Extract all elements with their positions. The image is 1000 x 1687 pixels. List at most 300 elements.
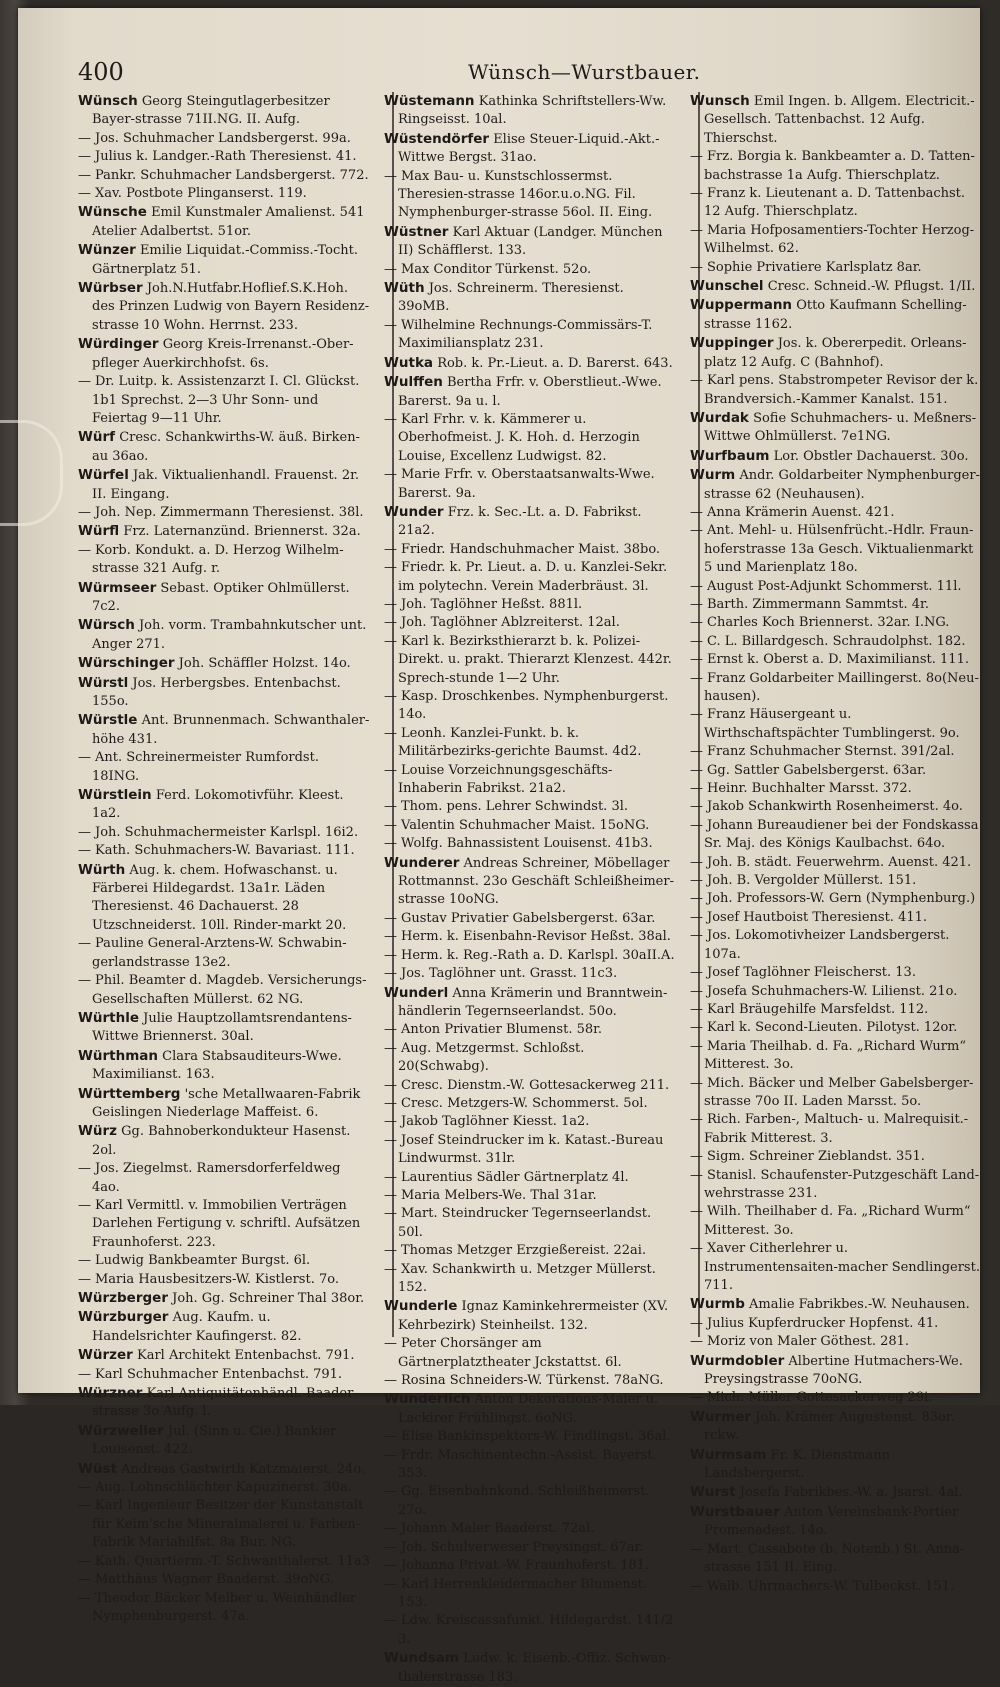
entry-text: Andreas Schreiner, Möbellager Rottmannst. 23o Geschäft Schleißheimer-strasse 10oNG. bbox=[398, 855, 674, 908]
repeat-dash: — bbox=[690, 1149, 703, 1165]
directory-entry bbox=[78, 1590, 370, 1627]
entry-surname: Würfl bbox=[78, 523, 120, 540]
directory-entry bbox=[690, 1503, 982, 1541]
entry-surname: Wuppermann bbox=[690, 297, 793, 314]
repeat-dash: — bbox=[690, 799, 703, 815]
repeat-dash: — bbox=[384, 762, 397, 778]
entry-text: Karl k. Second-Lieuten. Pilotyst. 12or. bbox=[707, 1020, 958, 1036]
entry-text: Ludw. k. Eisenb.-Offiz. Schwan-thalerstrasse 183. bbox=[398, 1651, 672, 1685]
directory-entry bbox=[384, 559, 676, 596]
entry-surname: Wuppinger bbox=[690, 335, 774, 352]
repeat-dash: — bbox=[690, 578, 703, 594]
entry-text: Rob. k. Pr.-Lieut. a. D. Barerst. 643. bbox=[437, 355, 673, 371]
directory-entry bbox=[384, 1095, 676, 1113]
directory-entry bbox=[690, 1315, 982, 1333]
directory-entry bbox=[78, 1271, 370, 1289]
entry-text: Elise Bankinspektors-W. Findlingst. 36al. bbox=[401, 1429, 671, 1445]
directory-entry bbox=[78, 1366, 370, 1384]
entry-surname: Wüstemann bbox=[384, 93, 475, 109]
repeat-dash: — bbox=[78, 1498, 91, 1514]
directory-entry bbox=[690, 1389, 982, 1407]
entry-text: Ldw. Kreiscassafunkt. Hildegardst. 141/2 3. bbox=[398, 1613, 674, 1647]
entry-text: Kath. Schuhmachers-W. Bavariast. 111. bbox=[95, 843, 355, 859]
repeat-dash: — bbox=[690, 149, 703, 165]
entry-surname: Wurmb bbox=[690, 1296, 745, 1313]
entry-text: Jakob Schankwirth Rosenheimerst. 4o. bbox=[707, 799, 963, 815]
entry-text: Johann Bureaudiener bei der Fondskassa Sr. Maj. des Königs Kaulbachst. 64o. bbox=[704, 817, 979, 852]
directory-entry bbox=[690, 504, 982, 522]
entry-text: Jos. Taglöhner unt. Grasst. 11c3. bbox=[401, 966, 618, 982]
repeat-dash: — bbox=[690, 781, 703, 797]
repeat-dash: — bbox=[384, 633, 397, 649]
entry-text: C. L. Billardgesch. Schraudolphst. 182. bbox=[707, 633, 966, 649]
entry-text: Walb. Uhrmachers-W. Tulbeckst. 151. bbox=[707, 1578, 955, 1594]
entry-text: Ferd. Lokomotivführ. Kleest. 1a2. bbox=[92, 788, 344, 822]
entry-text: Karl Bräugehilfe Marsfeldst. 112. bbox=[707, 1001, 929, 1017]
directory-entry bbox=[384, 92, 676, 130]
entry-text: Jos. k. Obererpedit. Orleans-platz 12 Aufg. C (Bahnhof). bbox=[704, 336, 967, 370]
entry-text: Louise Vorzeichnungsgeschäfts-Inhaberin Fabrikst. 21a2. bbox=[398, 762, 613, 797]
directory-entry bbox=[78, 711, 370, 749]
entry-text: Xav. Postbote Plinganserst. 119. bbox=[95, 186, 307, 202]
directory-entry bbox=[384, 1187, 676, 1205]
entry-text: Lor. Obstler Dachauerst. 30o. bbox=[773, 448, 969, 464]
directory-entry bbox=[690, 854, 982, 872]
repeat-dash: — bbox=[384, 910, 397, 926]
directory-entry bbox=[384, 1205, 676, 1242]
entry-text: Pankr. Schuhmacher Landsbergerst. 772. bbox=[95, 167, 369, 183]
entry-text: Emil Kunstmaler Amalienst. 541 Atelier Adalbertst. 51or. bbox=[92, 205, 365, 239]
entry-surname: Würbser bbox=[78, 280, 143, 297]
entry-text: Friedr. Handschuhmacher Maist. 38bo. bbox=[401, 541, 661, 557]
entry-text: Maria Hofposamentiers-Tochter Herzog-Wilhelmst. 62. bbox=[704, 222, 975, 257]
repeat-dash: — bbox=[78, 186, 91, 202]
binding-strap bbox=[0, 420, 63, 526]
directory-entry bbox=[690, 872, 982, 890]
directory-entry bbox=[78, 1497, 370, 1552]
repeat-dash: — bbox=[384, 615, 397, 631]
entry-surname: Würstl bbox=[78, 674, 129, 691]
entry-surname: Wüth bbox=[384, 280, 425, 297]
directory-entry bbox=[384, 1372, 676, 1390]
entry-text: Dr. Luitp. k. Assistenzarzt I. Cl. Glückst. 1b1 Sprechst. 2—3 Uhr Sonn- und Feiertag 9—11 Uhr. bbox=[92, 374, 360, 426]
repeat-dash: — bbox=[690, 670, 703, 686]
directory-entry bbox=[78, 92, 370, 130]
repeat-dash: — bbox=[384, 467, 397, 483]
directory-entry bbox=[78, 428, 370, 466]
directory-entry bbox=[384, 1576, 676, 1613]
entry-text: Joh. Schuhmachermeister Karlspl. 16i2. bbox=[95, 824, 359, 840]
repeat-dash: — bbox=[690, 1075, 703, 1091]
entry-text: Josefa Schuhmachers-W. Lilienst. 21o. bbox=[707, 983, 958, 999]
repeat-dash: — bbox=[384, 560, 397, 576]
entry-text: Julie Hauptzollamtsrendantens-Wittwe Briennerst. 30al. bbox=[92, 1010, 352, 1045]
entry-text: Karl Vermittl. v. Immobilien Verträgen Darlehen Fertigung v. schriftl. Aufsätzen Fraunhoferst. 223. bbox=[92, 1197, 361, 1250]
entry-text: Theodor Bäcker Melber u. Weinhändler Nymphenburgerst. 47a. bbox=[92, 1590, 357, 1624]
repeat-dash: — bbox=[690, 1038, 703, 1054]
entry-text: Joh.N.Hutfabr.Hoflief.S.K.Hoh. des Prinzen Ludwig von Bayern Residenz-strasse 10 Wohn. Herrnst. 233. bbox=[92, 281, 370, 333]
directory-entry bbox=[384, 928, 676, 946]
repeat-dash: — bbox=[384, 1484, 397, 1500]
directory-entry bbox=[384, 503, 676, 541]
directory-entry bbox=[690, 578, 982, 596]
column-1 bbox=[78, 92, 370, 1624]
repeat-dash: — bbox=[690, 633, 703, 649]
repeat-dash: — bbox=[384, 929, 397, 945]
entry-text: Amalie Fabrikbes.-W. Neuhausen. bbox=[749, 1297, 970, 1313]
repeat-dash: — bbox=[384, 168, 397, 184]
repeat-dash: — bbox=[690, 1020, 703, 1036]
entry-text: Aug. k. chem. Hofwaschanst. u. Färberei Hildegardst. 13a1r. Läden Theresienst. 46 Dachauerst. 28 Utzschneiderst. 10ll. Rinder-markt 20. bbox=[92, 862, 347, 933]
entry-surname: Wunderer bbox=[384, 854, 460, 871]
entry-text: Joh. Gg. Schreiner Thal 38or. bbox=[172, 1291, 365, 1306]
entry-surname: Wunschel bbox=[690, 278, 764, 295]
directory-entry bbox=[78, 1308, 370, 1346]
entry-surname: Würzner bbox=[78, 1385, 143, 1402]
repeat-dash: — bbox=[690, 1241, 703, 1257]
repeat-dash: — bbox=[690, 504, 703, 520]
repeat-dash: — bbox=[690, 222, 703, 238]
entry-text: Karl Herrenkleidermacher Blumenst. 153. bbox=[398, 1576, 647, 1610]
directory-entry bbox=[384, 541, 676, 559]
entry-text: Wolfg. Bahnassistent Louisenst. 41b3. bbox=[401, 836, 653, 852]
directory-entry bbox=[78, 674, 370, 712]
entry-text: Aug. Lohnschlächter Kapuzinerst. 30a. bbox=[95, 1480, 352, 1496]
directory-entry bbox=[690, 1483, 982, 1502]
repeat-dash: — bbox=[78, 130, 91, 146]
repeat-dash: — bbox=[78, 936, 91, 952]
entry-surname: Wünsche bbox=[78, 204, 147, 221]
directory-entry bbox=[78, 522, 370, 541]
entry-surname: Würz bbox=[78, 1123, 118, 1140]
entry-surname: Wüstendörfer bbox=[384, 130, 490, 147]
directory-entry bbox=[690, 1295, 982, 1314]
directory-entry bbox=[78, 335, 370, 373]
entry-text: Josef Steindrucker im k. Katast.-Bureau Lindwurmst. 31lr. bbox=[398, 1132, 664, 1167]
entry-surname: Wunder bbox=[384, 503, 444, 520]
directory-entry bbox=[690, 409, 982, 447]
directory-entry bbox=[690, 633, 982, 651]
page-number: 400 bbox=[78, 58, 124, 86]
directory-entry bbox=[78, 1122, 370, 1160]
repeat-dash: — bbox=[384, 817, 397, 833]
directory-entry bbox=[384, 1169, 676, 1187]
directory-entry bbox=[78, 1479, 370, 1497]
entry-text: Johann Maler Baaderst. 72al. bbox=[401, 1521, 595, 1537]
entry-text: Gg. Bahnoberkondukteur Hasenst. 2ol. bbox=[92, 1124, 351, 1158]
entry-text: Anton Privatier Blumenst. 58r. bbox=[401, 1022, 603, 1038]
directory-entry bbox=[78, 1252, 370, 1270]
directory-entry bbox=[384, 1242, 676, 1260]
entry-surname: Würf bbox=[78, 429, 116, 446]
repeat-dash: — bbox=[384, 1261, 397, 1277]
directory-entry bbox=[690, 1019, 982, 1037]
repeat-dash: — bbox=[690, 817, 703, 833]
directory-entry bbox=[690, 706, 982, 743]
directory-entry bbox=[384, 965, 676, 983]
directory-entry bbox=[384, 1612, 676, 1649]
entry-text: Fr. K. Dienstmann Landsbergerst. bbox=[704, 1447, 891, 1482]
entry-surname: Wunderle bbox=[384, 1298, 458, 1315]
repeat-dash: — bbox=[384, 261, 397, 277]
directory-entry bbox=[384, 1335, 676, 1372]
entry-surname: Würzer bbox=[78, 1347, 133, 1364]
entry-text: Karl Ingenieur Besitzer der Kunstanstalt für Keim'sche Mineralmalerei u. Farben-Fabrik Mariahilfst. 8a Bur. NG. bbox=[92, 1498, 364, 1551]
directory-entry bbox=[690, 651, 982, 669]
entry-surname: Würmseer bbox=[78, 579, 157, 596]
entry-text: Rich. Farben-, Maltuch- u. Malrequisit.-Fabrik Mitterest. 3. bbox=[704, 1112, 969, 1146]
repeat-dash: — bbox=[690, 854, 703, 870]
entry-text: Moriz von Maler Göthest. 281. bbox=[707, 1334, 910, 1350]
directory-entry bbox=[690, 447, 982, 466]
repeat-dash: — bbox=[690, 596, 703, 612]
repeat-dash: — bbox=[690, 909, 703, 925]
entry-text: Clara Stabsauditeurs-Wwe. Maximilianst. 163. bbox=[92, 1048, 342, 1083]
directory-entry bbox=[78, 185, 370, 203]
entry-text: Maria Melbers-We. Thal 31ar. bbox=[401, 1187, 597, 1203]
entry-surname: Württemberg bbox=[78, 1085, 181, 1102]
repeat-dash: — bbox=[690, 873, 703, 889]
directory-entry bbox=[690, 1240, 982, 1295]
directory-entry bbox=[690, 466, 982, 504]
entry-text: Mart. Cassabote (b. Notenb.) St. Anna-strasse 151 II. Eing. bbox=[704, 1541, 965, 1576]
entry-text: Elise Steuer-Liquid.-Akt.-Wittwe Bergst. 31ao. bbox=[398, 131, 660, 166]
entry-text: Peter Chorsänger am Gärtnerplatztheater Jckstattst. 6l. bbox=[398, 1336, 622, 1370]
directory-entry bbox=[384, 354, 676, 373]
repeat-dash: — bbox=[690, 523, 703, 539]
directory-entry bbox=[690, 743, 982, 761]
entry-text: Karl Architekt Entenbachst. 791. bbox=[136, 1348, 355, 1364]
entry-surname: Wurmer bbox=[690, 1408, 752, 1425]
repeat-dash: — bbox=[384, 1539, 397, 1555]
directory-entry bbox=[384, 1649, 676, 1687]
repeat-dash: — bbox=[690, 744, 703, 760]
repeat-dash: — bbox=[690, 983, 703, 999]
directory-entry bbox=[78, 504, 370, 522]
entry-surname: Wunsch bbox=[690, 93, 750, 109]
entry-surname: Würfel bbox=[78, 467, 129, 484]
entry-text: Frdr. Maschinentechn.-Assist. Bayerst. 353. bbox=[398, 1447, 657, 1482]
directory-entry bbox=[690, 1075, 982, 1112]
repeat-dash: — bbox=[690, 1541, 703, 1557]
directory-entry bbox=[78, 654, 370, 673]
entry-text: Sebast. Optiker Ohlmüllerst. 7c2. bbox=[92, 580, 350, 614]
repeat-dash: — bbox=[384, 1187, 397, 1203]
entry-text: Jos. Herbergsbes. Entenbachst. 155o. bbox=[92, 675, 341, 709]
entry-surname: Wundsam bbox=[384, 1650, 459, 1667]
directory-entry bbox=[78, 1460, 370, 1479]
directory-entry bbox=[690, 1203, 982, 1240]
directory-entry bbox=[690, 780, 982, 798]
directory-entry bbox=[78, 786, 370, 824]
directory-entry bbox=[384, 854, 676, 910]
directory-entry bbox=[78, 373, 370, 428]
entry-surname: Würschinger bbox=[78, 655, 175, 672]
entry-text: Ant. Mehl- u. Hülsenfrücht.-Hdlr. Fraun-hoferstrasse 13a Gesch. Viktualienmarkt 5 und Marienplatz 18o. bbox=[704, 523, 974, 576]
entry-text: Matthäus Wagner Baaderst. 39oNG. bbox=[95, 1572, 334, 1588]
entry-text: Emilie Liquidat.-Commiss.-Tocht. Gärtnerplatz 51. bbox=[92, 243, 359, 277]
repeat-dash: — bbox=[384, 411, 397, 427]
directory-columns bbox=[78, 92, 980, 1685]
entry-text: Xaver Citherlehrer u. Instrumentensaiten-macher Sendlingerst. 711. bbox=[704, 1241, 980, 1293]
entry-text: Frz. k. Sec.-Lt. a. D. Fabrikst. 21a2. bbox=[398, 504, 642, 539]
directory-entry bbox=[384, 1390, 676, 1428]
entry-surname: Wurfbaum bbox=[690, 447, 770, 464]
directory-entry bbox=[78, 972, 370, 1009]
entry-text: Albertine Hutmachers-We. Preysingstrasse 70oNG. bbox=[704, 1353, 963, 1388]
directory-entry bbox=[78, 1197, 370, 1252]
directory-entry bbox=[690, 964, 982, 982]
entry-text: Ant. Schreinermeister Rumfordst. 18ING. bbox=[92, 750, 319, 784]
entry-surname: Würzburger bbox=[78, 1309, 169, 1326]
directory-entry bbox=[78, 279, 370, 335]
directory-entry bbox=[78, 241, 370, 279]
repeat-dash: — bbox=[78, 1590, 91, 1606]
repeat-dash: — bbox=[384, 799, 397, 815]
entry-text: Stanisl. Schaufenster-Putzgeschäft Land-wehrstrasse 231. bbox=[704, 1167, 980, 1201]
entry-text: August Post-Adjunkt Schommerst. 11l. bbox=[707, 578, 962, 594]
repeat-dash: — bbox=[78, 542, 91, 558]
repeat-dash: — bbox=[78, 843, 91, 859]
repeat-dash: — bbox=[690, 928, 703, 944]
entry-surname: Wünsch bbox=[78, 93, 138, 109]
entry-text: Josef Hautboist Theresienst. 411. bbox=[707, 909, 928, 925]
repeat-dash: — bbox=[690, 762, 703, 778]
repeat-dash: — bbox=[78, 750, 91, 766]
entry-text: Maria Hausbesitzers-W. Kistlerst. 7o. bbox=[95, 1271, 339, 1287]
entry-text: Thomas Metzger Erzgießereist. 22ai. bbox=[401, 1243, 647, 1259]
repeat-dash: — bbox=[384, 1521, 397, 1537]
repeat-dash: — bbox=[78, 973, 91, 989]
entry-text: Otto Kaufmann Schelling-strasse 1162. bbox=[704, 298, 967, 332]
entry-text: Joh. Taglöhner Heßst. 881l. bbox=[401, 596, 583, 612]
entry-text: Gg. Sattler Gabelsbergerst. 63ar. bbox=[707, 762, 927, 778]
directory-entry bbox=[78, 749, 370, 786]
repeat-dash: — bbox=[384, 947, 397, 963]
entry-text: Pauline General-Arztens-W. Schwabin-gerlandstrasse 13e2. bbox=[92, 936, 347, 970]
directory-entry bbox=[78, 1422, 370, 1460]
entry-text: Aug. Metzgermst. Schloßst. 20(Schwabg). bbox=[398, 1040, 585, 1075]
directory-entry bbox=[384, 1428, 676, 1446]
entry-surname: Wutka bbox=[384, 354, 434, 371]
repeat-dash: — bbox=[690, 1112, 703, 1128]
entry-text: Rosina Schneiders-W. Türkenst. 78aNG. bbox=[401, 1373, 664, 1389]
repeat-dash: — bbox=[384, 1373, 397, 1389]
repeat-dash: — bbox=[690, 373, 703, 389]
repeat-dash: — bbox=[384, 1169, 397, 1185]
entry-text: Cresc. Metzgers-W. Schommerst. 5ol. bbox=[401, 1095, 648, 1111]
directory-entry bbox=[384, 596, 676, 614]
directory-entry bbox=[384, 223, 676, 261]
entry-surname: Würstle bbox=[78, 712, 138, 729]
directory-entry bbox=[690, 1001, 982, 1019]
directory-entry bbox=[690, 670, 982, 707]
repeat-dash: — bbox=[78, 149, 91, 165]
directory-entry bbox=[78, 542, 370, 579]
directory-entry bbox=[78, 616, 370, 654]
repeat-dash: — bbox=[690, 1204, 703, 1220]
repeat-dash: — bbox=[384, 596, 397, 612]
directory-entry bbox=[384, 1040, 676, 1077]
entry-text: Cresc. Schneid.-W. Pflugst. 1/II. bbox=[767, 279, 976, 295]
directory-entry bbox=[384, 1520, 676, 1538]
repeat-dash: — bbox=[690, 259, 703, 275]
repeat-dash: — bbox=[384, 725, 397, 741]
directory-entry bbox=[690, 148, 982, 185]
entry-surname: Wurstbauer bbox=[690, 1503, 780, 1520]
directory-entry bbox=[384, 762, 676, 799]
repeat-dash: — bbox=[690, 652, 703, 668]
repeat-dash: — bbox=[690, 1578, 703, 1594]
repeat-dash: — bbox=[78, 824, 91, 840]
entry-text: Franz k. Lieutenant a. D. Tattenbachst. 12 Aufg. Thierschplatz. bbox=[704, 186, 966, 220]
directory-entry bbox=[690, 259, 982, 277]
entry-text: Xav. Schankwirth u. Metzger Müllerst. 152. bbox=[398, 1261, 656, 1295]
directory-entry bbox=[690, 372, 982, 409]
repeat-dash: — bbox=[384, 1114, 397, 1130]
directory-entry bbox=[384, 411, 676, 466]
directory-entry bbox=[690, 1038, 982, 1075]
directory-entry bbox=[384, 317, 676, 354]
repeat-dash: — bbox=[78, 1366, 91, 1382]
entry-text: Barth. Zimmermann Sammtst. 4r. bbox=[707, 596, 929, 612]
directory-entry bbox=[690, 222, 982, 259]
directory-entry bbox=[690, 522, 982, 577]
directory-entry bbox=[384, 835, 676, 853]
directory-entry bbox=[384, 130, 676, 168]
repeat-dash: — bbox=[384, 1576, 397, 1592]
directory-entry bbox=[384, 1113, 676, 1131]
directory-entry bbox=[690, 1408, 982, 1446]
entry-text: Andr. Goldarbeiter Nymphenburger-strasse 62 (Neuhausen). bbox=[704, 468, 980, 502]
entry-text: Herm. k. Eisenbahn-Revisor Heßst. 38al. bbox=[401, 929, 671, 945]
repeat-dash: — bbox=[384, 689, 397, 704]
entry-surname: Würthle bbox=[78, 1009, 140, 1026]
entry-text: Max Conditor Türkenst. 52o. bbox=[401, 261, 592, 277]
entry-text: Cresc. Schankwirths-W. äuß. Birken-au 36ao. bbox=[92, 430, 360, 464]
directory-entry bbox=[384, 633, 676, 688]
entry-surname: Wunderl bbox=[384, 984, 449, 1001]
directory-entry bbox=[384, 984, 676, 1022]
repeat-dash: — bbox=[384, 1095, 397, 1111]
entry-text: Cresc. Dienstm.-W. Gottesackerweg 211. bbox=[401, 1077, 670, 1093]
entry-surname: Würzberger bbox=[78, 1290, 168, 1306]
entry-surname: Wurm bbox=[690, 467, 736, 484]
repeat-dash: — bbox=[384, 541, 397, 557]
directory-entry bbox=[78, 1384, 370, 1422]
entry-text: Herm. k. Reg.-Rath a. D. Karlspl. 30aII.A. bbox=[401, 947, 675, 963]
repeat-dash: — bbox=[384, 1040, 397, 1056]
directory-entry bbox=[384, 1132, 676, 1169]
entry-text: Laurentius Sädler Gärtnerplatz 4l. bbox=[401, 1169, 629, 1185]
directory-entry bbox=[690, 1148, 982, 1166]
entry-text: Julius Kupferdrucker Hopfenst. 41. bbox=[707, 1315, 939, 1331]
directory-entry bbox=[78, 861, 370, 936]
entry-surname: Wurst bbox=[690, 1484, 736, 1501]
directory-entry bbox=[384, 947, 676, 965]
directory-entry bbox=[384, 1297, 676, 1335]
column-3 bbox=[690, 92, 982, 1594]
repeat-dash: — bbox=[690, 1315, 703, 1331]
repeat-dash: — bbox=[690, 1390, 703, 1406]
entry-text: Karl pens. Stabstrompeter Revisor der k. Brandversich.-Kammer Kanalst. 151. bbox=[704, 373, 979, 407]
entry-text: Anton Vereinsbank-Portier Promenadest. 14o. bbox=[704, 1504, 959, 1539]
directory-entry bbox=[384, 798, 676, 816]
entry-text: Mich. Müller Gottesackerweg 29i. bbox=[707, 1390, 933, 1406]
repeat-dash: — bbox=[78, 167, 91, 183]
entry-text: Joh. Nep. Zimmermann Theresienst. 38l. bbox=[95, 504, 364, 520]
entry-text: Thom. pens. Lehrer Schwindst. 3l. bbox=[401, 799, 628, 815]
